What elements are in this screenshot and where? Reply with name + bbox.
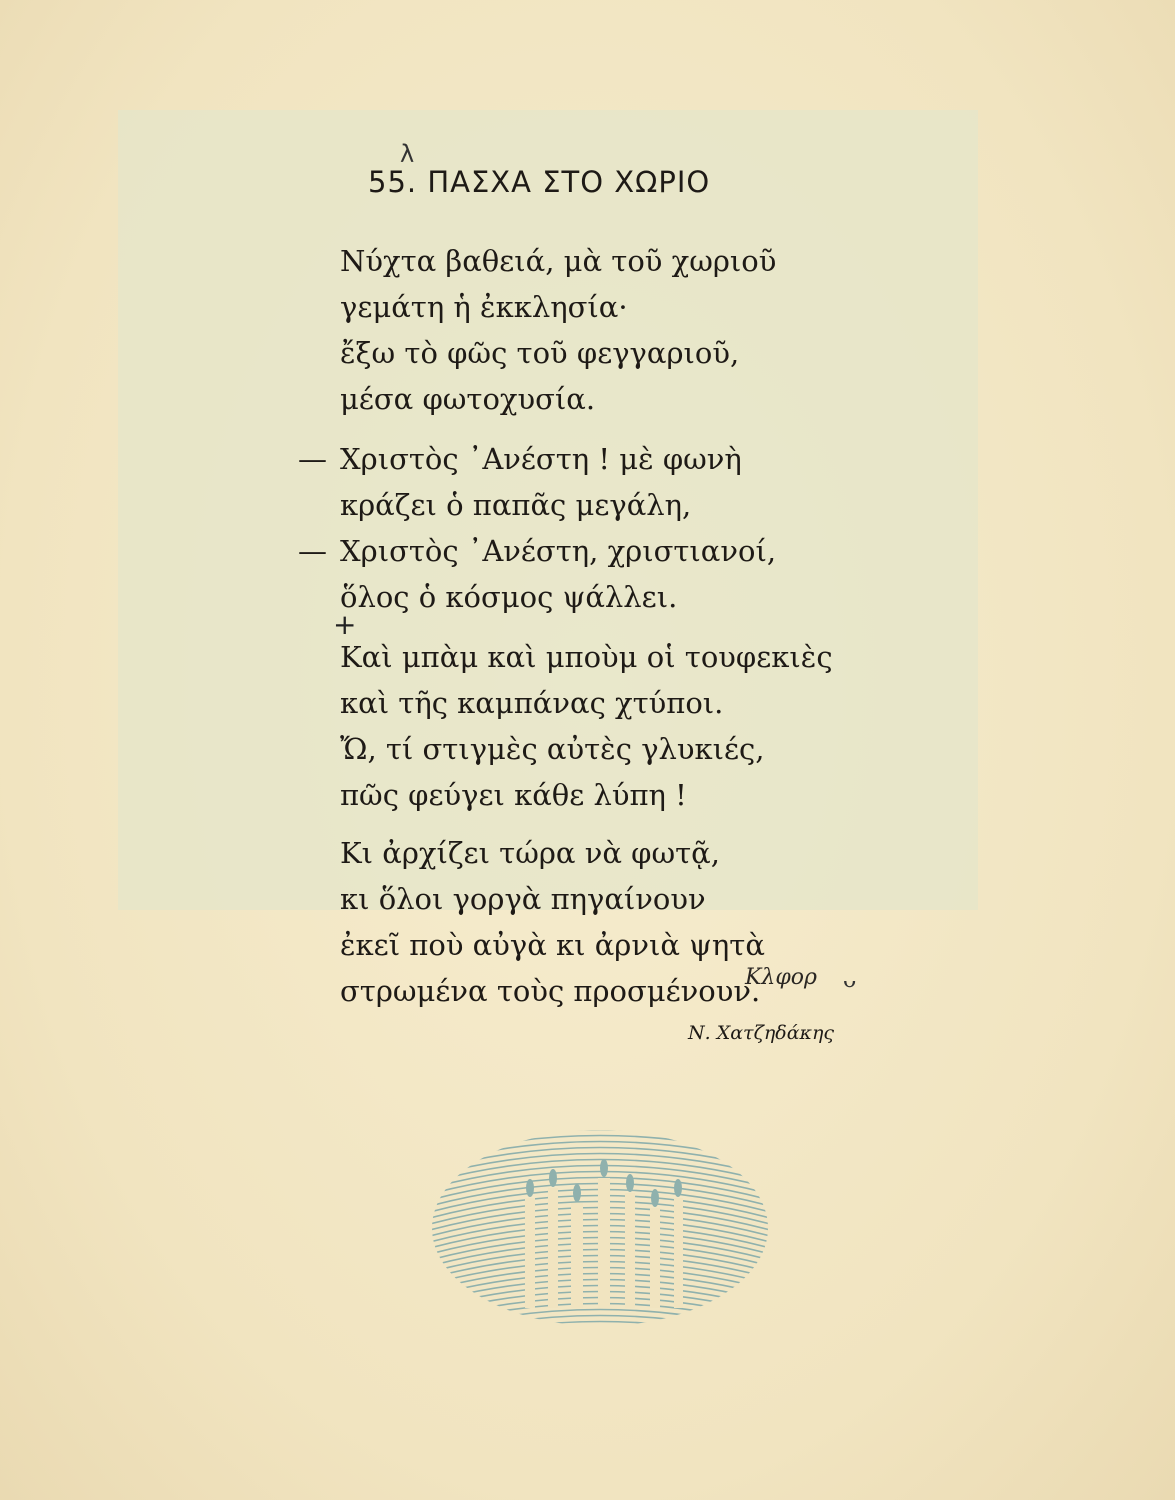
engraving-hatch-line	[430, 1310, 770, 1329]
line-text: κράζει ὁ παπᾶς μεγάλη,	[340, 488, 692, 522]
line-text: μέσα φωτοχυσία.	[340, 382, 596, 416]
poem-line	[340, 574, 776, 620]
poem-line	[340, 330, 776, 376]
line-text: Χριστὸς ᾿Ανέστη, χριστιανοί,	[340, 534, 777, 568]
line-text: στρωμένα τοὺς προσμένουν.	[340, 974, 761, 1008]
poem-line	[340, 830, 765, 876]
line-text: Καὶ μπὰμ καὶ μποὺμ οἱ τουφεκιὲς	[340, 640, 833, 674]
handwritten-mark: ᴗ	[843, 968, 857, 993]
line-text: ὅλος ὁ κόσμος ψάλλει.	[340, 580, 678, 614]
line-text: Χριστὸς ᾿Ανέστη ! μὲ φωνὴ	[340, 442, 742, 476]
author-signature: Ν. Χατζηδάκης	[688, 1022, 835, 1044]
poem-line	[340, 968, 765, 1014]
line-text: καὶ τῆς καμπάνας χτύποι.	[340, 686, 724, 720]
line-text: κι ὅλοι γοργὰ πηγαίνουν	[340, 882, 706, 916]
poem-line	[340, 876, 765, 922]
poem-line	[340, 376, 776, 422]
poem-line	[340, 772, 833, 818]
poem-line	[340, 680, 833, 726]
line-text: ἔξω τὸ φῶς τοῦ φεγγαριοῦ,	[340, 336, 740, 370]
line-text: γεμάτη ἡ ἐκκλησία·	[340, 290, 628, 324]
pencil-mark-title: λ	[400, 140, 415, 168]
stanza-1	[340, 238, 776, 422]
poem-line	[340, 922, 765, 968]
pencil-cross-mark: +	[333, 608, 357, 641]
handwritten-margin-note: Κλφορ	[745, 965, 817, 990]
engraving-hatch-line	[430, 1322, 770, 1329]
poem-line	[340, 238, 776, 284]
poem-line	[298, 436, 776, 482]
engraving-hatch-line	[430, 1328, 770, 1329]
poem-line	[340, 726, 833, 772]
poem-title: 55. ΠΑΣΧΑ ΣΤΟ ΧΩΡΙΟ	[368, 165, 711, 199]
poem-line	[340, 482, 776, 528]
line-text: ἐκεῖ ποὺ αὐγὰ κι ἀρνιὰ ψητὰ	[340, 928, 765, 962]
stanza-4	[340, 830, 765, 1014]
line-text: πῶς φεύγει κάθε λύπη !	[340, 778, 687, 812]
poem-line	[298, 528, 777, 574]
line-text: Κι ἀρχίζει τώρα νὰ φωτᾷ,	[340, 836, 720, 870]
line-text: Νύχτα βαθειά, μὰ τοῦ χωριοῦ	[340, 244, 777, 278]
line-dash: —	[298, 534, 327, 568]
church-candles-vignette	[430, 1128, 770, 1328]
line-dash: —	[298, 442, 327, 476]
line-text: Ὤ, τί στιγμὲς αὐτὲς γλυκιές,	[340, 732, 765, 766]
stanza-3	[340, 634, 833, 818]
poem-line	[340, 284, 776, 330]
poem-line	[340, 634, 833, 680]
stanza-2	[298, 436, 777, 620]
